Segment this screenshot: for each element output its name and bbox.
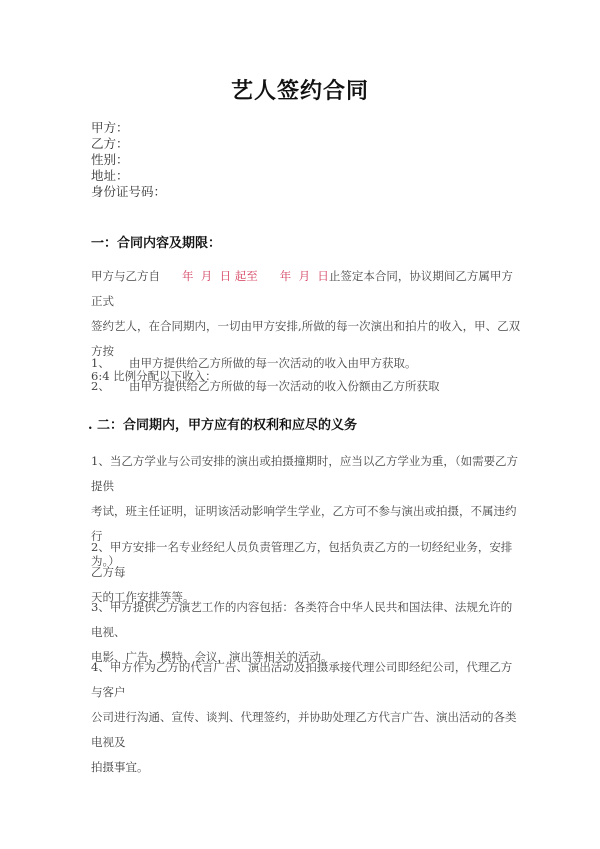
date-to: 年 月 日 bbox=[279, 269, 329, 283]
party-fields bbox=[91, 120, 166, 200]
field-gender: 性别： bbox=[91, 152, 129, 167]
field-address: 地址： bbox=[91, 168, 129, 183]
page-title: 艺人签约合同 bbox=[230, 79, 369, 104]
field-id-number: 身份证号码： bbox=[91, 184, 167, 199]
clause-1: 1、当乙方学业与公司安排的演出或拍摄撞期时，应当以乙方学业为重，（如需要乙方提供 考试，班主任证明，证明该活动影响学生学业，乙方可不参与演出或拍摄，不属违约行 为。） bbox=[91, 454, 519, 568]
section1-line1: 甲方与乙方自 年 月 日 起至 年 月 日止签定本合同，协议期间乙方属甲方正式 bbox=[91, 269, 513, 308]
section2-heading: . 二：合同期内，甲方应有的权利和应尽的义务 bbox=[88, 418, 358, 433]
date-from: 年 月 日 起至 bbox=[182, 269, 258, 283]
clause-4: 4、甲方作为乙方的代言广告、演出活动及拍摄承接代理公司即经纪公司，代理乙方与客户 公司进行沟通、宣传、谈判、代理签约，并协助处理乙方代言广告、演出活动的各类电视及 拍摄事宜。 bbox=[91, 660, 517, 774]
list-item: 2、 由甲方提供给乙方所做的每一次活动的收入份额由乙方所获取 bbox=[91, 379, 440, 393]
field-party-b: 乙方： bbox=[91, 136, 129, 151]
list-item: 1、 由甲方提供给乙方所做的每一次活动的收入由甲方获取。 bbox=[91, 356, 417, 370]
clause-2: 2、甲方安排一名专业经纪人员负责管理乙方，包括负责乙方的一切经纪业务，安排乙方每 天的工作安排等等。 bbox=[91, 540, 513, 604]
field-party-a: 甲方： bbox=[91, 120, 129, 135]
section1-heading: 一：合同内容及期限： bbox=[91, 236, 222, 251]
section1-line2: 签约艺人，在合同期内，一切由甲方安排,所做的每一次演出和拍片的收入，甲、乙双方按 bbox=[91, 319, 521, 358]
section1-line3: 6:4 比例分配以下收入： bbox=[91, 369, 217, 383]
clause-3: 3、甲方提供乙方演艺工作的内容包括：各类符合中华人民共和国法律、法规允许的电视、 电影、广告、模特、会议，演出等相关的活动。 bbox=[91, 600, 513, 664]
